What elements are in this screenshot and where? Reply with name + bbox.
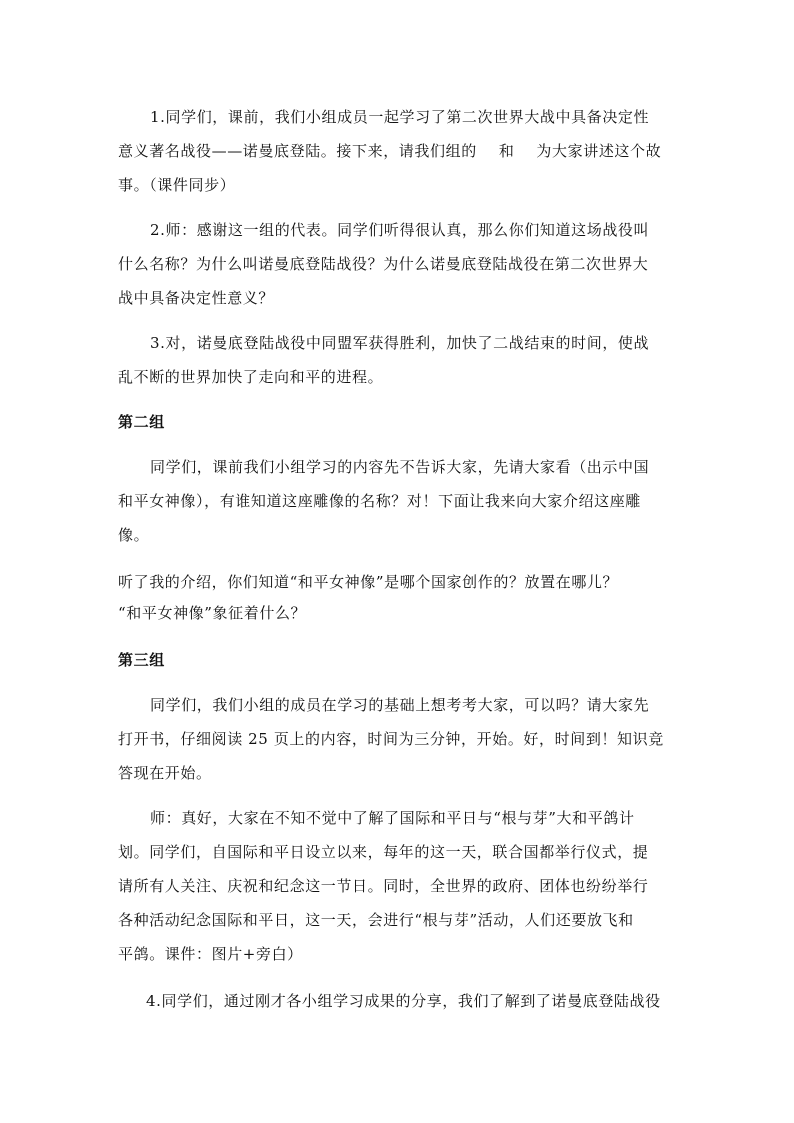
- paragraph-5-line-2: “和平女神像”象征着什么？: [118, 604, 307, 622]
- paragraph-7-line-2: 划。同学们，自国际和平日设立以来，每年的这一天，联合国都举行仪式，提: [118, 843, 649, 861]
- section-heading-group-2: 第二组: [118, 413, 165, 431]
- paragraph-1-line-2-part-a: 意义著名战役——诺曼底登陆。接下来，请我们组的: [118, 142, 477, 160]
- paragraph-4-line-2: 和平女神像），有谁知道这座雕像的名称？对！下面让我来向大家介绍这座雕: [118, 492, 641, 510]
- paragraph-3-line-2: 乱不断的世界加快了走向和平的进程。: [118, 368, 384, 386]
- paragraph-1-line-2-part-c: 为大家讲述这个故: [536, 142, 662, 160]
- paragraph-6-line-3: 答现在开始。: [118, 764, 212, 782]
- paragraph-4-line-3: 像。: [118, 526, 150, 544]
- paragraph-2-line-1: 2.师：感谢这一组的代表。同学们听得很认真，那么你们知道这场战役叫: [150, 221, 650, 239]
- paragraph-3-line-1: 3.对，诺曼底登陆战役中同盟军获得胜利，加快了二战结束的时间，使战: [150, 334, 650, 352]
- paragraph-7-line-1: 师：真好，大家在不知不觉中了解了国际和平日与“根与芽”大和平鸽计: [150, 809, 635, 827]
- paragraph-8-line-1: 4.同学们，通过刚才各小组学习成果的分享，我们了解到了诺曼底登陆战役: [146, 992, 661, 1010]
- paragraph-5-line-1: 听了我的介绍，你们知道“和平女神像”是哪个国家创作的？放置在哪儿？: [118, 573, 619, 591]
- paragraph-2-line-3: 战中具备决定性意义？: [118, 289, 275, 307]
- paragraph-6-line-1: 同学们，我们小组的成员在学习的基础上想考考大家，可以吗？请大家先: [150, 696, 650, 714]
- paragraph-7-line-5: 平鸽。课件：图片+旁白）: [118, 945, 303, 963]
- paragraph-7-line-4: 各种活动纪念国际和平日，这一天，会进行“根与芽”活动，人们还要放飞和: [118, 911, 634, 929]
- paragraph-1-line-2-part-b: 和: [498, 142, 515, 160]
- paragraph-1-line-1: 1.同学们，课前，我们小组成员一起学习了第二次世界大战中具备决定性: [150, 108, 650, 126]
- paragraph-2-line-2: 什么名称？为什么叫诺曼底登陆战役？为什么诺曼底登陆战役在第二次世界大: [118, 255, 649, 273]
- paragraph-7-line-3: 请所有人关注、庆祝和纪念这一节日。同时，全世界的政府、团体也纷纷举行: [118, 877, 649, 895]
- paragraph-6-line-2: 打开书，仔细阅读 25 页上的内容，时间为三分钟，开始。好，时间到！知识竞: [118, 730, 664, 748]
- paragraph-1-line-2: [118, 140, 661, 162]
- paragraph-4-line-1: 同学们，课前我们小组学习的内容先不告诉大家，先请大家看（出示中国: [150, 458, 650, 476]
- section-heading-group-3: 第三组: [118, 651, 165, 669]
- paragraph-1-line-3: 事。（课件同步）: [118, 176, 236, 194]
